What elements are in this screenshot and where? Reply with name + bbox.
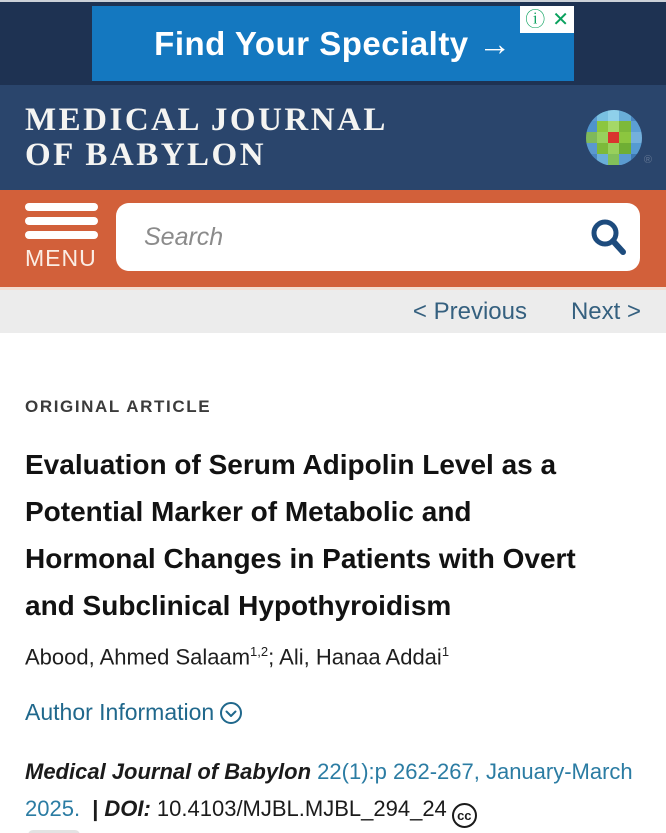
search-button[interactable] — [576, 203, 640, 271]
masthead — [0, 85, 666, 190]
author-list — [25, 644, 641, 670]
citation-issue-pages: 22(1):p 262-267, January-March 2025. — [25, 759, 633, 822]
chevron-down-circle-icon — [219, 701, 243, 725]
citation-separator: | — [92, 796, 99, 822]
journal-title-line1: MEDICAL JOURNAL — [25, 101, 388, 138]
nav-bar — [0, 190, 666, 290]
article-title: Evaluation of Serum Adipolin Level as a Potential Marker of Metabolic and Hormonal Changes in Patients with Overt and Subclinical Hypothyroidism — [25, 449, 576, 621]
journal-title — [25, 103, 388, 173]
article-type-label: ORIGINAL ARTICLE — [25, 397, 212, 416]
citation-journal-name: Medical Journal of Babylon — [25, 759, 312, 785]
journal-logo-globe-icon — [586, 110, 642, 166]
ad-banner[interactable] — [92, 6, 574, 81]
ad-choices — [520, 6, 574, 33]
pager-bar — [0, 290, 666, 333]
author-name: Abood, Ahmed Salaam — [25, 644, 251, 670]
author-name: Ali, Hanaa Addai — [279, 644, 442, 670]
search-icon — [587, 216, 629, 258]
hamburger-icon — [25, 203, 98, 211]
menu-button[interactable] — [0, 190, 113, 287]
author-information-toggle[interactable] — [25, 699, 243, 726]
doi-label: DOI: — [104, 796, 151, 822]
author-affiliation-sup: 1 — [441, 644, 450, 659]
top-ad-header — [0, 0, 666, 85]
article-content — [0, 333, 666, 828]
menu-label: MENU — [25, 245, 97, 271]
search-box — [116, 203, 640, 271]
ad-info-icon[interactable]: ⓘ — [525, 8, 546, 31]
search-input[interactable] — [116, 223, 576, 252]
doi-value: 10.4103/MJBL.MJBL_294_24 — [156, 796, 447, 822]
author-information-label: Author Information — [25, 699, 215, 726]
journal-logo — [586, 110, 652, 166]
ad-banner-label: Find Your Specialty → — [154, 24, 512, 62]
author-separator: ; — [268, 644, 280, 670]
registered-trademark-mark: ® — [643, 153, 652, 166]
journal-title-line2: OF BABYLON — [25, 136, 267, 173]
previous-link[interactable]: < Previous — [412, 297, 527, 325]
next-link[interactable]: Next > — [570, 297, 641, 325]
ad-close-icon[interactable]: ✕ — [552, 8, 569, 31]
cc-license-icon[interactable]: cc — [452, 803, 477, 828]
citation-line — [25, 753, 641, 828]
author-affiliation-sup: 1,2 — [250, 644, 269, 659]
